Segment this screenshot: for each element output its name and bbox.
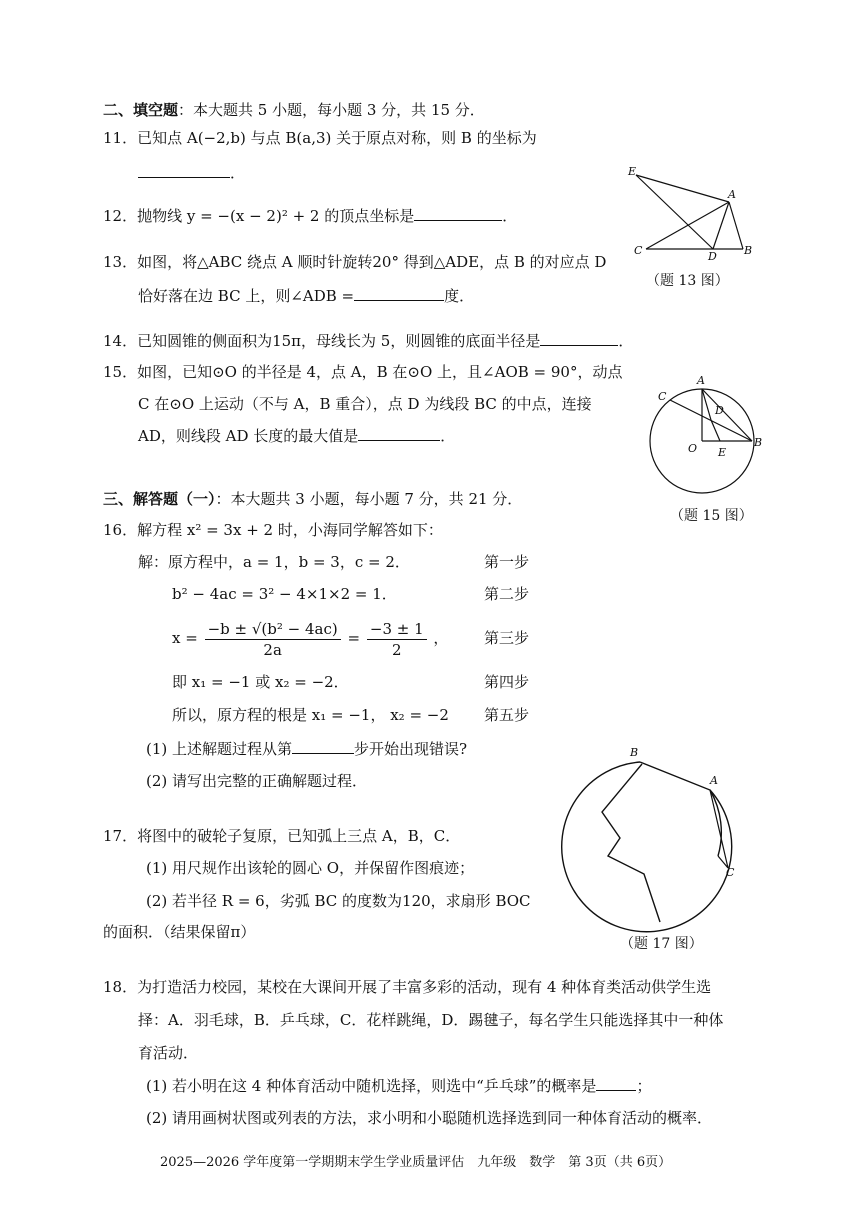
q12-answer-blank[interactable] <box>414 205 502 221</box>
q13-line1: 13．如图，将△ABC 绕点 A 顺时针旋转20° 得到△ADE，点 B 的对应点 D <box>103 253 607 271</box>
q16-part1: (1) 上述解题过程从第 步开始出现错误? <box>146 740 468 758</box>
q11-line2: ． <box>138 162 245 183</box>
q17-part2: (2) 若半径 R = 6，劣弧 BC 的度数为120，求扇形 BOC <box>146 892 531 910</box>
q18-part2: (2) 请用画树状图或列表的方法，求小明和小聪随机选择选到同一种体育活动的概率． <box>146 1109 713 1127</box>
q16-step4: 即 x₁ = −1 或 x₂ = −2． <box>172 673 349 691</box>
q16-part1-blank[interactable] <box>292 738 354 754</box>
q18-part1: (1) 若小明在这 4 种体育活动中随机选择，则选中“乒乓球”的概率是 ； <box>146 1077 652 1095</box>
fig15-caption: （题 15 图） <box>670 508 753 524</box>
q17-part1: (1) 用尺规作出该轮的圆心 O，并保留作图痕迹； <box>146 859 475 877</box>
q15-answer-blank[interactable] <box>358 425 440 441</box>
q18-line3: 育活动． <box>138 1044 199 1062</box>
q16-step1: 解：原方程中，a = 1，b = 3，c = 2． <box>138 553 410 571</box>
q16-step3: x = $\frac{\text{−b ± √(b² − 4ac)}}{2a}$ = $\frac{-3 \pm 1}{2}$ ， <box>172 619 449 659</box>
fig15-label-a: A <box>697 374 705 387</box>
section2-header-desc: ：本大题共 5 小题，每小题 3 分，共 15 分． <box>178 101 485 119</box>
section3-header <box>103 489 522 509</box>
fig13-label-a: A <box>728 188 736 201</box>
q14-line: 14．已知圆锥的侧面积为15π，母线长为 5，则圆锥的底面半径是 ． <box>103 332 634 350</box>
fig13-label-c: C <box>634 244 643 257</box>
q15-line1: 15．如图，已知⊙O 的半径是 4，点 A，B 在⊙O 上，且∠AOB = 90°，动点 <box>103 363 623 381</box>
fig15-label-d: D <box>715 404 724 417</box>
section3-header-title: 三、解答题（一） <box>103 490 216 508</box>
fig13-label-b: B <box>744 244 753 257</box>
page-footer: 2025—2026 学年度第一学期期末学生学业质量评估 九年级 数学 第 3页（共 6页） <box>160 1155 672 1170</box>
fig13-label-e: E <box>628 165 637 178</box>
q16-step5: 所以，原方程的根是 x₁ = −1， x₂ = −2 <box>172 706 449 724</box>
q17-line1: 17．将图中的破轮子复原，已知弧上三点 A，B，C． <box>103 827 461 845</box>
q11-line1: 11．已知点 A(−2,b) 与点 B(a,3) 关于原点对称，则 B 的坐标为 <box>103 129 537 147</box>
section2-header-title: 二、填空题 <box>103 101 179 119</box>
quadratic-formula-fraction: $\frac{\text{−b ± √(b² − 4ac)}}{2a}$ <box>205 619 341 660</box>
q18-line1: 18．为打造活力校园，某校在大课间开展了丰富多彩的活动，现有 4 种体育类活动供学生选 <box>103 978 712 996</box>
fig17-caption: （题 17 图） <box>620 936 703 952</box>
fig17-label-c: C <box>726 866 735 879</box>
q15-line2: C 在⊙O 上运动（不与 A，B 重合），点 D 为线段 BC 的中点，连接 <box>138 395 592 413</box>
q11-answer-blank[interactable] <box>138 162 230 178</box>
q14-answer-blank[interactable] <box>540 330 618 346</box>
q15-line3: AD，则线段 AD 长度的最大值是 ． <box>138 427 456 445</box>
section3-header-desc: ：本大题共 3 小题，每小题 7 分，共 21 分． <box>215 490 523 508</box>
fig17-label-b: B <box>630 746 639 759</box>
q16-intro: 16．解方程 x² = 3x + 2 时，小海同学解答如下： <box>103 521 443 539</box>
q16-step5-label: 第五步 <box>484 706 530 724</box>
q16-part2: (2) 请写出完整的正确解题过程． <box>146 772 368 790</box>
fig17-diagram <box>560 740 750 935</box>
q16-step2-label: 第二步 <box>484 585 530 603</box>
fig17-label-a: A <box>710 774 718 787</box>
fig15-label-b: B <box>754 436 763 449</box>
q13-answer-blank[interactable] <box>354 285 444 301</box>
q16-step2: b² − 4ac = 3² − 4×1×2 = 1． <box>172 585 397 603</box>
q18-line2: 择：A．羽毛球，B．乒乓球，C．花样跳绳，D．踢毽子，每名学生只能选择其中一种体 <box>138 1011 724 1029</box>
fig13-label-d: D <box>708 250 717 260</box>
q12-line: 12．抛物线 y = −(x − 2)² + 2 的顶点坐标是 ． <box>103 207 518 225</box>
fig15-diagram <box>640 372 770 497</box>
fig15-label-o: O <box>688 442 698 455</box>
q16-step1-label: 第一步 <box>484 553 530 571</box>
q13-line2: 恰好落在边 BC 上，则∠ADB = 度． <box>138 287 475 305</box>
q12-text: 12．抛物线 y = −(x − 2)² + 2 的顶点坐标是 <box>103 207 415 225</box>
fig13-diagram <box>620 160 760 260</box>
fig15-label-e: E <box>718 446 727 459</box>
q17-part2-cont: 的面积．（结果保留π） <box>103 923 256 941</box>
section2-header <box>103 100 485 120</box>
fig13-caption: （题 13 图） <box>646 273 729 289</box>
fig15-label-c: C <box>658 390 667 403</box>
q18-part1-blank[interactable] <box>596 1075 636 1091</box>
q16-step3-label: 第三步 <box>484 629 530 647</box>
substituted-fraction: $\frac{-3 \pm 1}{2}$ <box>367 619 427 660</box>
q16-step4-label: 第四步 <box>484 673 530 691</box>
